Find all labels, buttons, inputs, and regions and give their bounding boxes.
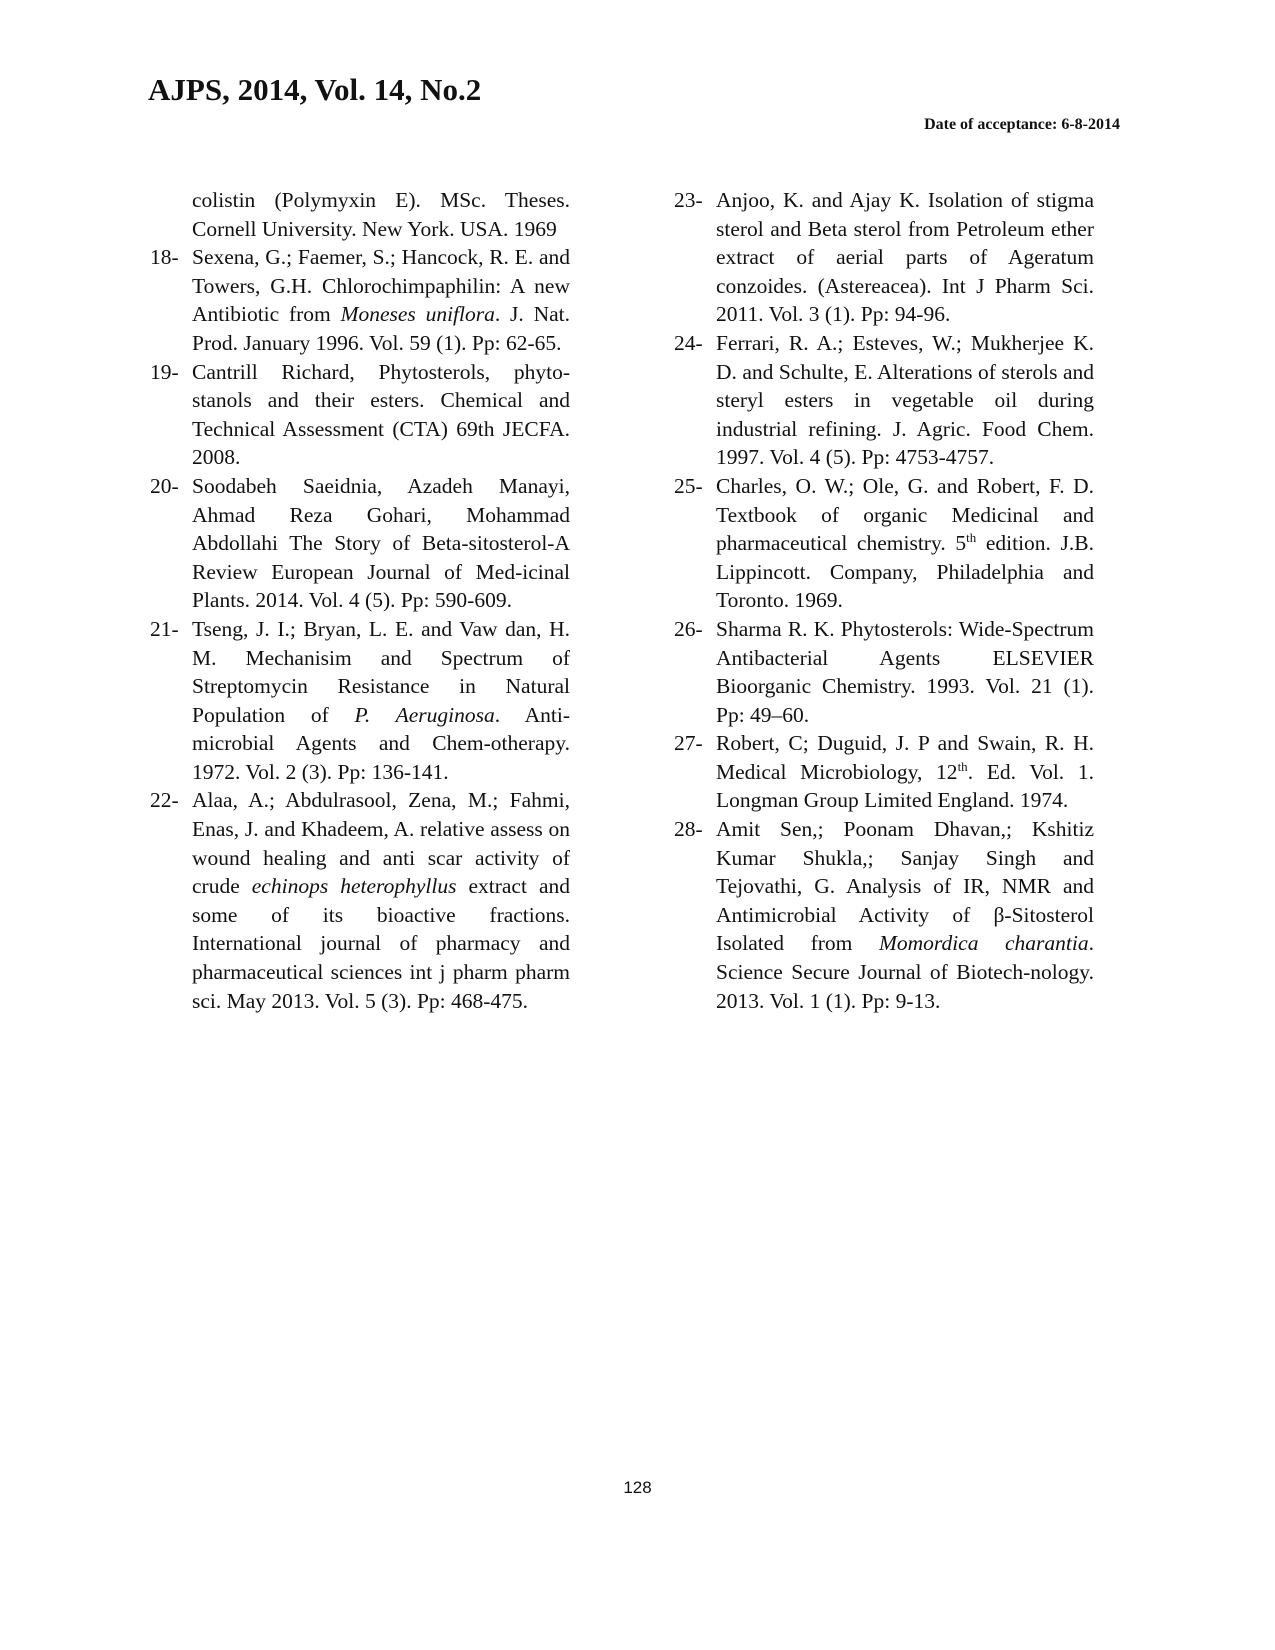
reference-text: Cantrill Richard, Phytosterols, phyto-stanols and their esters. Chemical and Technical Assessment (CTA) 69th JECFA. 2008.	[192, 359, 570, 470]
reference-number: 18-	[150, 245, 179, 270]
page-number: 128	[623, 1478, 652, 1497]
reference-text: Soodabeh Saeidnia, Azadeh Manayi, Ahmad Reza Gohari, Mohammad Abdollahi The Story of Beta-sitosterol-A Review European Journal of Med-icinal Plants. 2014. Vol. 4 (5). Pp: 590-609.	[192, 473, 570, 613]
reference-text-part: Alaa, A.; Abdulrasool, Zena, M.; Fahmi, Enas, J. and Khadeem, A. relative assess on wound healing and anti scar activity of crude	[192, 788, 570, 899]
reference-19	[150, 358, 570, 472]
reference-number: 24-	[674, 330, 703, 355]
reference-text	[192, 615, 570, 787]
reference-text: colistin (Polymyxin E). MSc. Theses. Cornell University. New York. USA. 1969	[192, 188, 570, 241]
reference-number: 23-	[674, 188, 703, 212]
right-column	[674, 186, 1094, 1015]
reference-24	[674, 329, 1094, 472]
reference-text-part: extract and some of its bioactive fractions. International journal of pharmacy and pharmaceutical sciences int j pharm pharm sci. May 2013. Vol. 5 (3). Pp: 468-475.	[192, 874, 570, 1013]
reference-text: Sharma R. K. Phytosterols: Wide-Spectrum Antibacterial Agents ELSEVIER Bioorganic Chemistry. 1993. Vol. 21 (1). Pp: 49–60.	[716, 616, 1094, 727]
reference-22	[150, 786, 570, 1015]
reference-text	[716, 472, 1094, 615]
journal-title: AJPS, 2014, Vol. 14, No.2	[148, 72, 482, 107]
superscript: th	[957, 758, 968, 774]
reference-text-part: . Science Secure Journal of Biotech-nology. 2013. Vol. 1 (1). Pp: 9-13.	[716, 931, 1094, 1013]
reference-20	[150, 472, 570, 615]
superscript: th	[966, 529, 977, 545]
acceptance-date: Date of acceptance: 6-8-2014	[924, 116, 1120, 133]
reference-27	[674, 729, 1094, 815]
reference-23	[674, 186, 1094, 329]
species-name: Moneses uniflora	[340, 302, 495, 327]
left-column	[150, 186, 570, 1015]
reference-number: 28-	[674, 817, 703, 842]
reference-text-part: Sexena, G.; Faemer, S.; Hancock, R. E. and Towers, G.H. Chlorochimpaphilin: A new Antibiotic from	[192, 245, 570, 327]
reference-text-part: Robert, C; Duguid, J. P and Swain, R. H. Medical Microbiology, 12	[716, 731, 1094, 784]
reference-text	[716, 729, 1094, 815]
reference-26	[674, 615, 1094, 729]
species-name: Momordica charantia	[878, 931, 1089, 956]
reference-text	[192, 243, 570, 357]
reference-text: Ferrari, R. A.; Esteves, W.; Mukherjee K. D. and Schulte, E. Alterations of sterols and steryl esters in vegetable oil during industrial refining. J. Agric. Food Chem. 1997. Vol. 4 (5). Pp: 4753-4757.	[716, 330, 1094, 470]
reference-number: 19-	[150, 359, 179, 384]
reference-number: 27-	[674, 731, 703, 756]
reference-text	[716, 815, 1094, 1015]
species-name: P. Aeruginosa	[354, 702, 495, 727]
reference-text-part: edition. J.B. Lippincott. Company, Philadelphia and Toronto. 1969.	[716, 531, 1094, 613]
reference-text-part: Amit Sen,; Poonam Dhavan,; Kshitiz Kumar Shukla,; Sanjay Singh and Tejovathi, G. Analysis of IR, NMR and Antimicrobial Activity of β-Sitosterol Isolated from	[716, 817, 1094, 956]
reference-text	[192, 786, 570, 1015]
reference-number: 21-	[150, 616, 179, 641]
reference-number: 25-	[674, 473, 703, 498]
reference-number: 20-	[150, 473, 179, 498]
reference-text-part: . Anti-microbial Agents and Chem-otherapy. 1972. Vol. 2 (3). Pp: 136-141.	[192, 702, 571, 784]
reference-number: 22-	[150, 788, 179, 813]
reference-text-part: . Ed. Vol. 1. Longman Group Limited England. 1974.	[716, 759, 1094, 813]
reference-18	[150, 243, 570, 357]
reference-17-continuation	[150, 186, 570, 243]
reference-25	[674, 472, 1094, 615]
reference-number: 26-	[674, 616, 703, 641]
reference-28	[674, 815, 1094, 1015]
reference-text-part: Tseng, J. I.; Bryan, L. E. and Vaw dan, H. M. Mechanisim and Spectrum of Streptomycin Resistance in Natural Population of	[192, 616, 570, 727]
reference-text-part: . J. Nat. Prod. January 1996. Vol. 59 (1). Pp: 62-65.	[192, 302, 570, 355]
reference-21	[150, 615, 570, 787]
reference-text-part: Charles, O. W.; Ole, G. and Robert, F. D. Textbook of organic Medicinal and pharmaceutical chemistry. 5	[716, 473, 1094, 556]
species-name: echinops heterophyllus	[251, 874, 457, 899]
reference-text: Anjoo, K. and Ajay K. Isolation of stigma sterol and Beta sterol from Petroleum ether extract of aerial parts of Ageratum conzoides. (Astereacea). Int J Pharm Sci. 2011. Vol. 3 (1). Pp: 94-96.	[716, 188, 1094, 327]
